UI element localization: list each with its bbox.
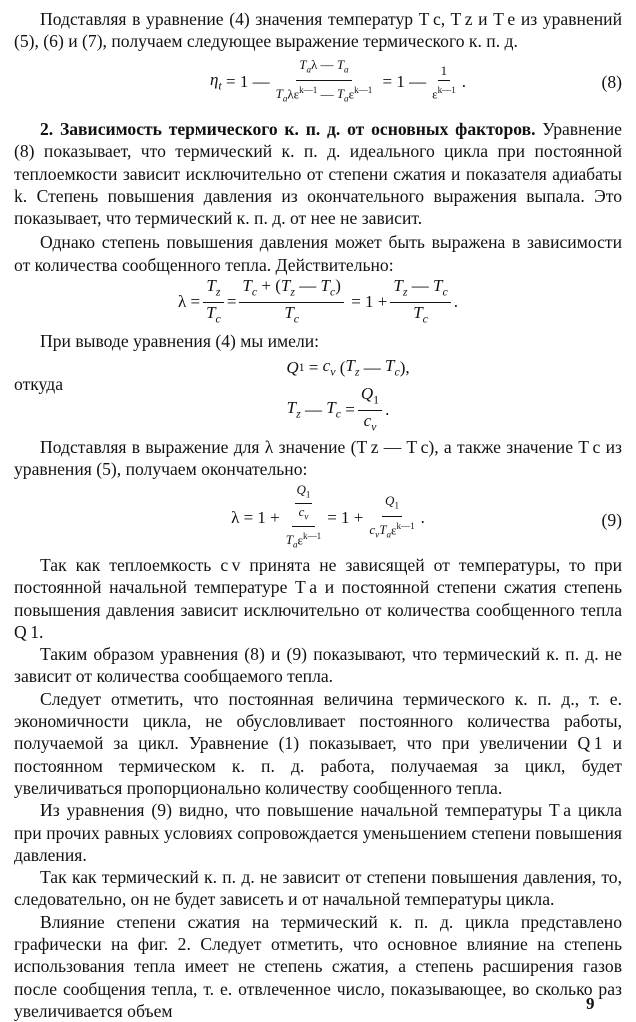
paragraph-9-text: Следует отметить, что постоянная величина термического к. п. д., т. е. экономичности цикла, не обусловливает постоянного количества работы, получаемой за цикл. Уравнение (1) показывает, что при увеличении Q 1 и постоянном термическом к. п. д. работа, получаемая за цикл, будет увеличиваться пропорционально количеству сообщенного тепла. <box>14 688 622 798</box>
equation-q1: Q 1 = $c_v$ ( $T_z$ — $T_c$ ), <box>286 356 410 379</box>
paragraph-5-text: откуда <box>14 374 64 394</box>
equation-lambda: λ = $\frac{T_z}{T_c}$ = $\frac{T_c + (T_z — T_c)}{T_c}$ = 1 + $\frac{T_z — T_c}{T_c}$ . <box>177 276 458 325</box>
section-heading: 2. Зависимость термического к. п. д. от основных факторов. <box>40 119 536 139</box>
paragraph-6 <box>14 436 622 481</box>
equation-9: λ = 1 + $Q_1$ $c_v$ $T_a\varepsilon^{k—1}$ = 1 + $\frac{Q_1}{c_vT_a\varepsilon^{k—1}}$ . (9) <box>231 482 622 550</box>
paragraph-4-text: При выводе уравнения (4) мы имели: <box>40 331 320 351</box>
paragraph-2-text: Уравнение (8) показывает, что термический к. п. д. идеального цикла при постоянной теплоемкости зависит исключительно от степени сжатия и показателя адиабаты k. Степень повышения давления из окончательного выражения выпала. Это показывает, что термический к. п. д. от нее не зависит. <box>14 119 622 229</box>
paragraph-10-text: Из уравнения (9) видно, что повышение начальной температуры T a цикла при прочих равных условиях сопровождается уменьшением степени повышения давления. <box>14 800 622 865</box>
equation-8-number: (8) <box>601 72 622 92</box>
section-2 <box>14 118 622 276</box>
paragraph-3-text: Однако степень повышения давления может быть выражена в зависимости от количества сообщенного тепла. Действительно: <box>14 232 622 275</box>
paragraph-7-text: Так как теплоемкость c v принята не зависящей от температуры, то при постоянной начальной температуре T a и постоянной степени сжатия степень повышения давления зависит исключительно от количества сообщенного тепла Q 1. <box>14 555 622 642</box>
body-text <box>14 554 622 1022</box>
equation-9-number: (9) <box>601 510 622 530</box>
equation-tz-tc: $T_z$ — $T_c$ = $\frac{Q_1}{c_v}$ . <box>286 384 390 433</box>
page-number: 9 <box>586 994 595 1013</box>
paragraph-4 <box>14 330 622 352</box>
paragraph-1-text: Подставляя в уравнение (4) значения температур T c, T z и T e из уравнений (5), (6) и (7), получаем следующее выражение термического к. п. д. <box>14 9 622 52</box>
paragraph-11-text: Так как термический к. п. д. не зависит от степени повышения давления, то, следовательно, он не будет зависеть и от начальной температуры цикла. <box>14 867 622 910</box>
equation-8: $\eta_t$ = 1 — $\frac{T_a\lambda — T_a}{T_a\lambda\varepsilon^{k—1} — T_a\varepsilon^{k—1}}$ = 1 — $\frac{1}{\varepsilon^{k—1}}$ . (8) <box>209 57 622 104</box>
paragraph-1 <box>14 8 622 53</box>
paragraph-6-text: Подставляя в выражение для λ значение (T z — T c), а также значение T c из уравнения (5), получаем окончательно: <box>14 437 622 480</box>
paragraph-8-text: Таким образом уравнения (8) и (9) показывают, что термический к. п. д. не зависит от количества сообщаемого тепла. <box>14 644 622 687</box>
paragraph-12-text: Влияние степени сжатия на термический к. п. д. цикла представлено графически на фиг. 2. Следует отметить, что основное влияние на степень использования тепла имеет не степень сжатия, а степень расширения газов после сообщения тепла, т. е. отвлеченное число, показывающее, во сколько раз увеличивается объем <box>14 911 622 1021</box>
